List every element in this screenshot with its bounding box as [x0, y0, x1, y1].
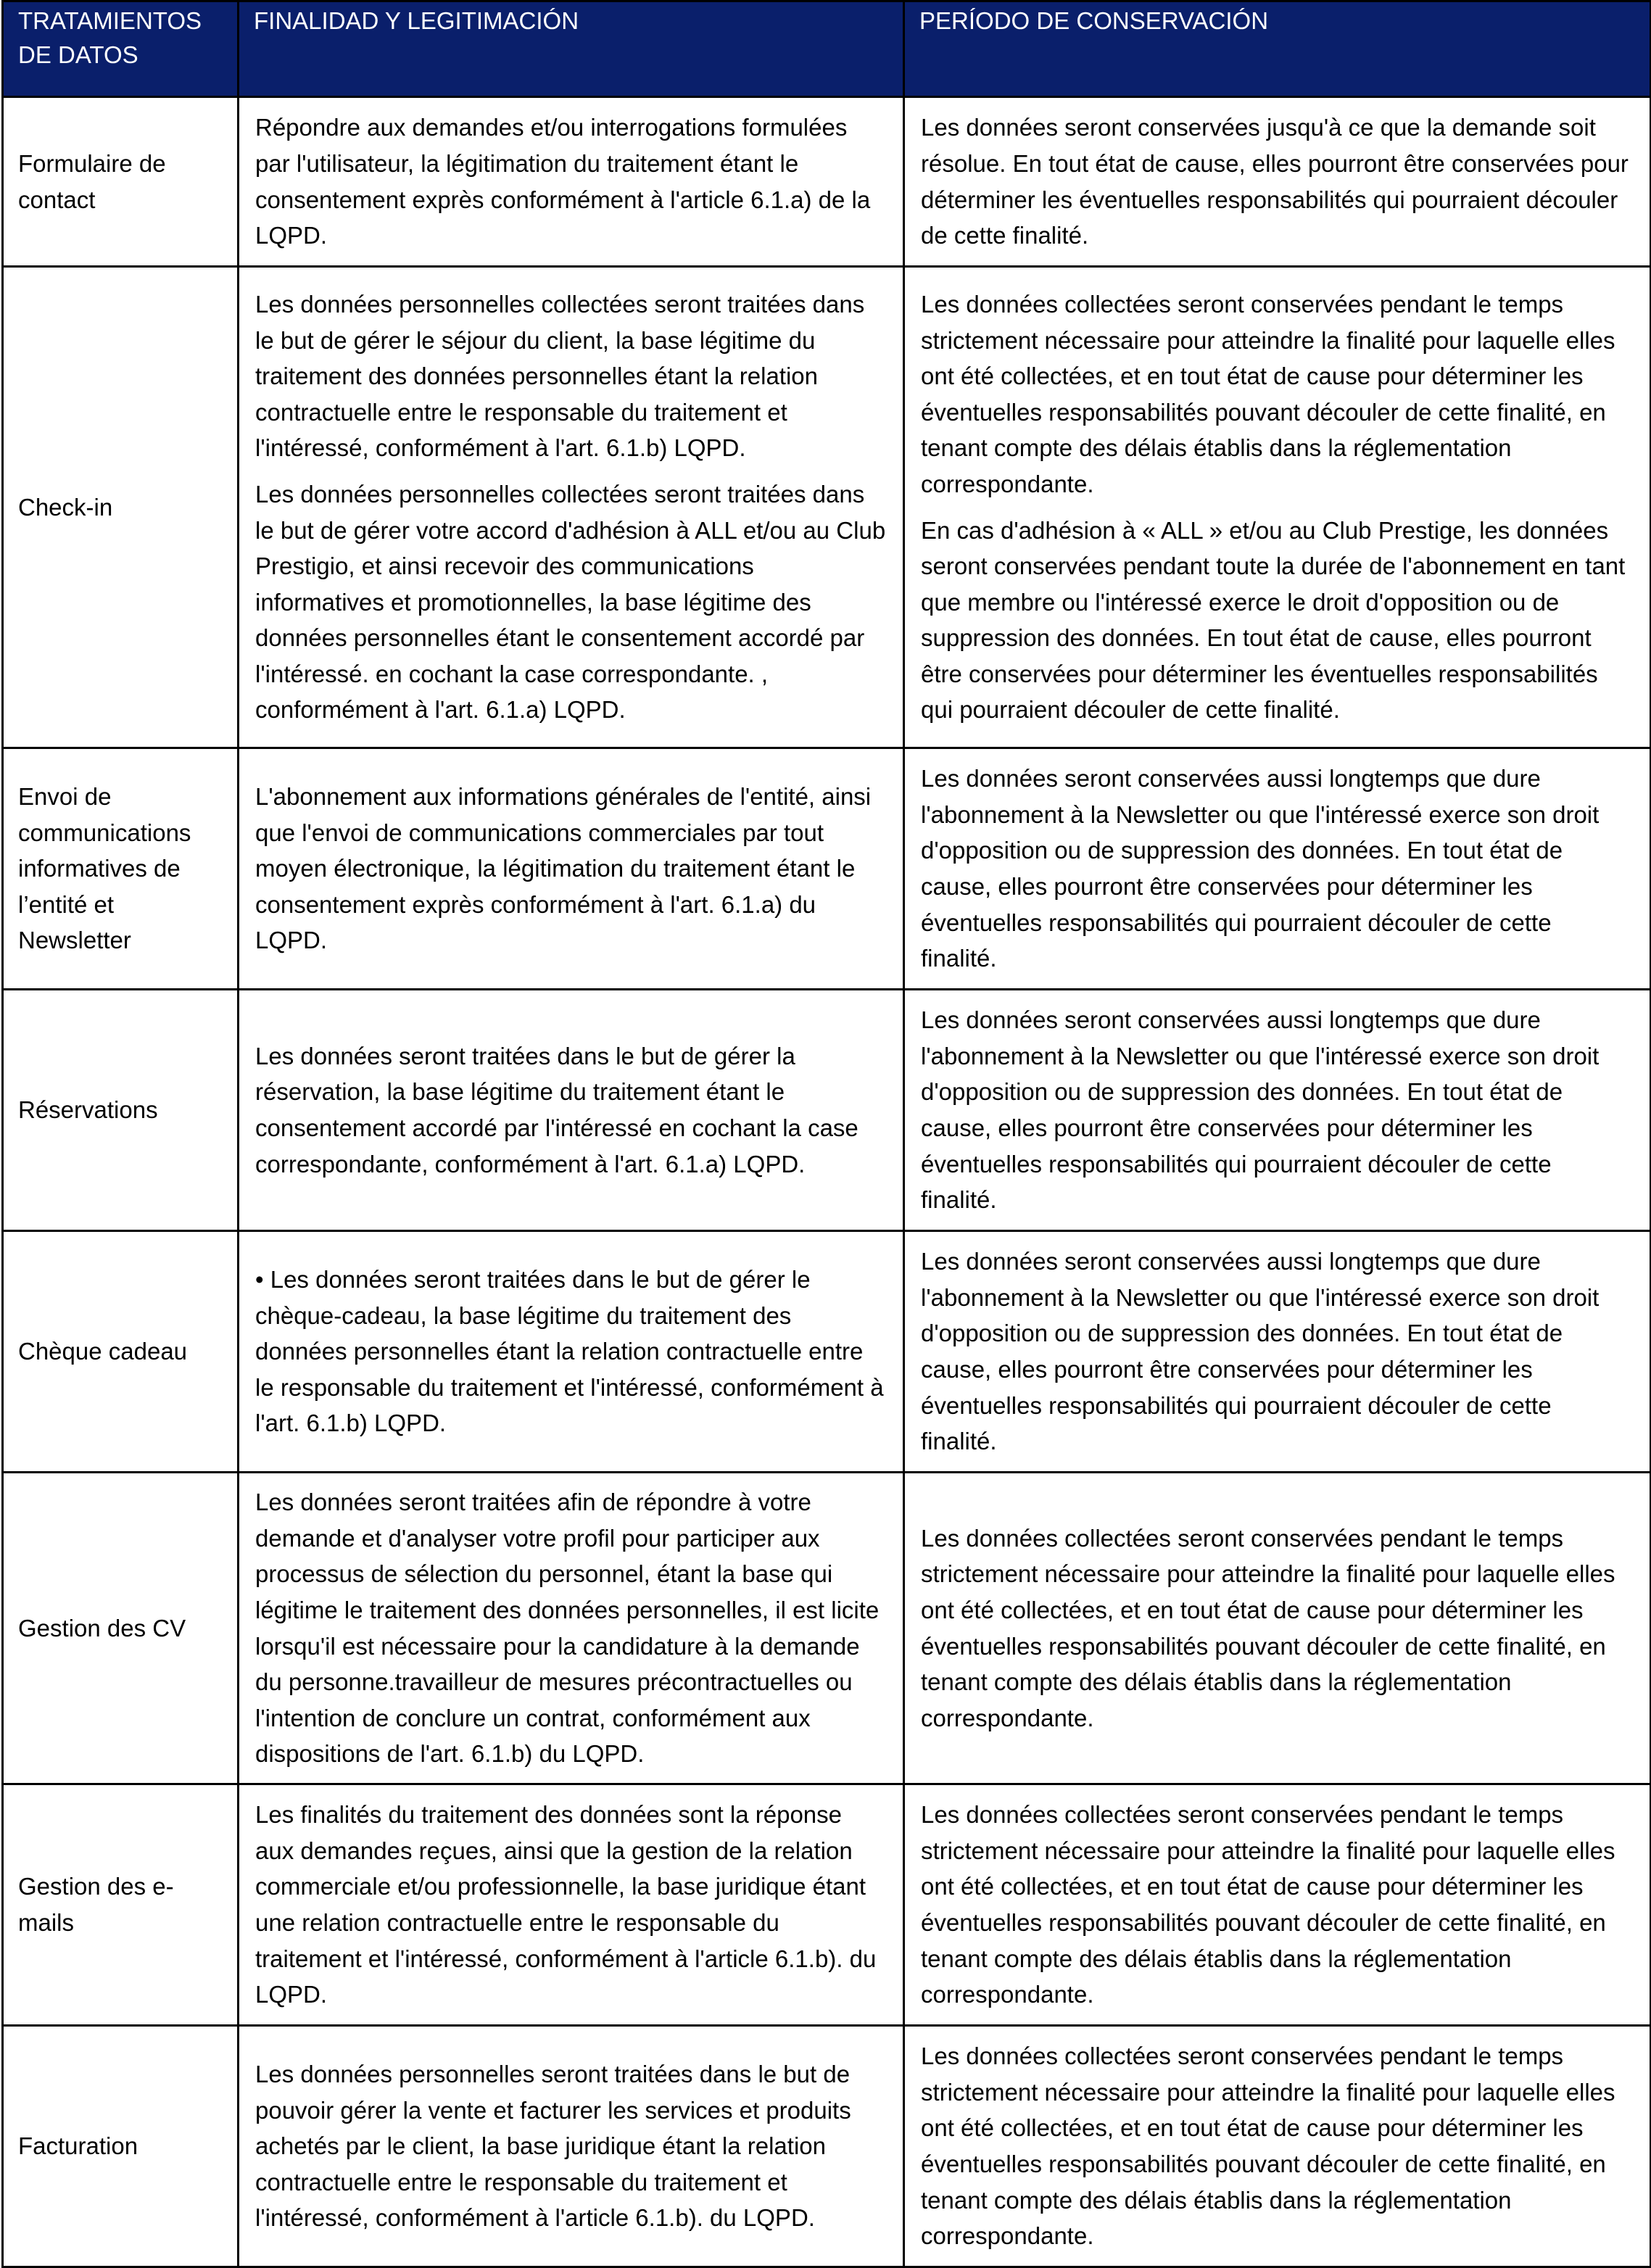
purpose-cell: [239, 267, 904, 748]
treatment-cell: Gestion des CV: [3, 1473, 239, 1784]
purpose-paragraph: Les données personnelles seront traitées dans le but de pouvoir gérer la vente et facturer les services et produits achetés par le client, la base juridique étant la relation contractuelle entre le responsable du traitement et l'intéressé, conformément à l'article 6.1.b). du LQPD.: [255, 2061, 851, 2232]
purpose-cell: [239, 1231, 904, 1473]
table-row: [3, 2026, 1651, 2267]
retention-cell: [904, 1473, 1651, 1784]
treatment-cell: Formulaire de contact: [3, 97, 239, 267]
retention-cell: [904, 1231, 1651, 1473]
retention-paragraph: En cas d'adhésion à « ALL » et/ou au Club Prestige, les données seront conservées pendant toute la durée de l'abonnement en tant que membre ou l'intéressé exerce le droit d'opposition ou de suppression des données. En tout état de cause, elles pourront être conservées pour déterminer les éventuelles responsabilités qui pourraient découler de cette finalité.: [921, 516, 1626, 724]
table-row: [3, 1784, 1651, 2026]
retention-paragraph: Les données seront conservées aussi longtemps que dure l'abonnement à la Newsletter ou que l'intéressé exerce son droit d'opposition ou de suppression des données. En tout état de cause, elles pourront être conservées pour déterminer les éventuelles responsabilités qui pourraient découler de cette finalité.: [921, 1006, 1600, 1214]
retention-cell: [904, 2026, 1651, 2267]
header-retention-period: PERÍODO DE CONSERVACIÓN: [904, 1, 1651, 97]
retention-paragraph: Les données collectées seront conservées pendant le temps strictement nécessaire pour atteindre la finalité pour laquelle elles ont été collectées, et en tout état de cause pour déterminer les éventuelles responsabilités pouvant découler de cette finalité, en tenant compte des délais établis dans la réglementation correspondante.: [921, 2043, 1615, 2250]
retention-cell: [904, 267, 1651, 748]
table-row: [3, 97, 1651, 267]
purpose-cell: [239, 1473, 904, 1784]
treatment-cell: Envoi de communications informatives de l’entité et Newsletter: [3, 748, 239, 990]
retention-paragraph: Les données seront conservées aussi longtemps que dure l'abonnement à la Newsletter ou que l'intéressé exerce son droit d'opposition ou de suppression des données. En tout état de cause, elles pourront être conservées pour déterminer les éventuelles responsabilités qui pourraient découler de cette finalité.: [921, 765, 1600, 972]
purpose-paragraph: Les données seront traitées dans le but de gérer la réservation, la base légitime du traitement étant le consentement accordé par l'intéressé en cochant la case correspondante, conformément à l'art. 6.1.a) LQPD.: [255, 1042, 858, 1178]
purpose-paragraph: Les données seront traitées afin de répondre à votre demande et d'analyser votre profil pour participer aux processus de sélection du personnel, étant la base qui légitime le traitement des données personnelles, il est licite lorsqu'il est nécessaire pour la candidature à la demande du personne.travailleur de mesures précontractuelles ou l'intention de conclure un contrat, conformément aux dispositions de l'art. 6.1.b) du LQPD.: [255, 1489, 880, 1768]
purpose-paragraph: L'abonnement aux informations générales de l'entité, ainsi que l'envoi de communications commerciales par tout moyen électronique, la légitimation du traitement étant le consentement exprès conformément à l'art. 6.1.a) du LQPD.: [255, 783, 872, 954]
retention-paragraph: Les données seront conservées jusqu'à ce que la demande soit résolue. En tout état de cause, elles pourront être conservées pour déterminer les éventuelles responsabilités qui pourraient découler de cette finalité.: [921, 114, 1629, 249]
retention-paragraph: Les données seront conservées aussi longtemps que dure l'abonnement à la Newsletter ou que l'intéressé exerce son droit d'opposition ou de suppression des données. En tout état de cause, elles pourront être conservées pour déterminer les éventuelles responsabilités qui pourraient découler de cette finalité.: [921, 1248, 1600, 1455]
purpose-paragraph: • Les données seront traitées dans le but de gérer le chèque-cadeau, la base légitime du traitement des données personnelles étant la relation contractuelle entre le responsable du traitement et l'intéressé, conformément à l'art. 6.1.b) LQPD.: [255, 1266, 884, 1437]
table-row: [3, 1231, 1651, 1473]
purpose-paragraph: Les données personnelles collectées seront traitées dans le but de gérer votre accord d'adhésion à ALL et/ou au Club Prestigio, et ainsi recevoir des communications informatives et promotionnelles, la base légitime des données personnelles étant le consentement accordé par l'intéressé. en cochant la case correspondante. , conformément à l'art. 6.1.a) LQPD.: [255, 480, 886, 724]
purpose-cell: [239, 748, 904, 990]
purpose-paragraph: Les données personnelles collectées seront traitées dans le but de gérer le séjour du client, la base légitime du traitement des données personnelles étant la relation contractuelle entre le responsable du traitement et l'intéressé, conformément à l'art. 6.1.b) LQPD.: [255, 290, 865, 462]
treatment-cell: Chèque cadeau: [3, 1231, 239, 1473]
retention-paragraph: Les données collectées seront conservées pendant le temps strictement nécessaire pour atteindre la finalité pour laquelle elles ont été collectées, et en tout état de cause pour déterminer les éventuelles responsabilités pouvant découler de cette finalité, en tenant compte des délais établis dans la réglementation correspondante.: [921, 290, 1615, 497]
data-processing-table: [1, 0, 1651, 2268]
retention-cell: [904, 748, 1651, 990]
table-row: [3, 990, 1651, 1231]
retention-cell: [904, 990, 1651, 1231]
purpose-paragraph: Répondre aux demandes et/ou interrogations formulées par l'utilisateur, la légitimation du traitement étant le consentement exprès conformément à l'article 6.1.a) de la LQPD.: [255, 114, 871, 249]
table-row: [3, 267, 1651, 748]
table-header-row: [3, 1, 1651, 97]
retention-cell: [904, 1784, 1651, 2026]
purpose-cell: [239, 990, 904, 1231]
purpose-cell: [239, 1784, 904, 2026]
purpose-paragraph: Les finalités du traitement des données sont la réponse aux demandes reçues, ainsi que la gestion de la relation commerciale et/ou professionnelle, la base juridique étant une relation contractuelle entre le responsable du traitement et l'intéressé, conformément à l'article 6.1.b). du LQPD.: [255, 1801, 877, 2008]
retention-cell: [904, 97, 1651, 267]
purpose-cell: [239, 97, 904, 267]
retention-paragraph: Les données collectées seront conservées pendant le temps strictement nécessaire pour atteindre la finalité pour laquelle elles ont été collectées, et en tout état de cause pour déterminer les éventuelles responsabilités pouvant découler de cette finalité, en tenant compte des délais établis dans la réglementation correspondante.: [921, 1524, 1615, 1731]
retention-paragraph: Les données collectées seront conservées pendant le temps strictement nécessaire pour atteindre la finalité pour laquelle elles ont été collectées, et en tout état de cause pour déterminer les éventuelles responsabilités pouvant découler de cette finalité, en tenant compte des délais établis dans la réglementation correspondante.: [921, 1801, 1615, 2008]
header-treatments: TRATAMIENTOS DE DATOS: [3, 1, 239, 97]
table-row: [3, 1473, 1651, 1784]
treatment-cell: Check-in: [3, 267, 239, 748]
treatment-cell: Réservations: [3, 990, 239, 1231]
treatment-cell: Facturation: [3, 2026, 239, 2267]
purpose-cell: [239, 2026, 904, 2267]
table-row: [3, 748, 1651, 990]
header-purpose-legitimation: FINALIDAD Y LEGITIMACIÓN: [239, 1, 904, 97]
treatment-cell: Gestion des e-mails: [3, 1784, 239, 2026]
